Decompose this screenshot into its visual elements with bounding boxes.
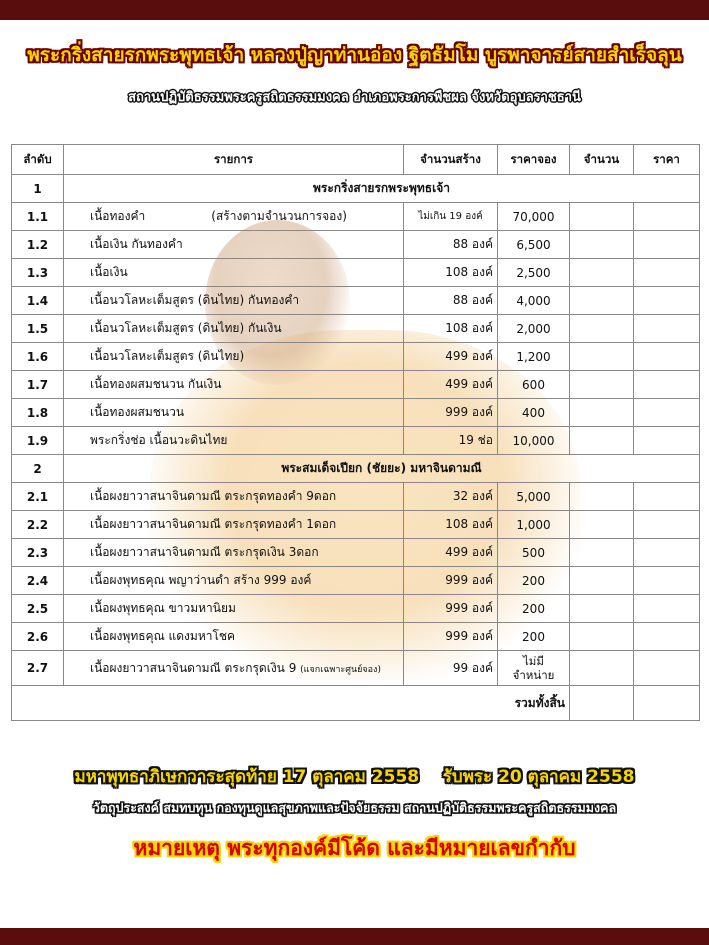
row-quantity: 499 องค์ (404, 343, 498, 371)
row-price: 70,000 (498, 203, 570, 231)
row-number: 1.3 (12, 259, 64, 287)
table-row (12, 371, 700, 399)
order-qty-cell[interactable] (570, 539, 634, 567)
order-qty-cell[interactable] (570, 567, 634, 595)
receive-date-text: รับพระ 20 ตุลาคม 2558 (442, 767, 635, 787)
row-item-name: เนื้อผงยาวาสนาจินดามณี ตระกรุดเงิน 9 (90, 660, 297, 675)
table-row (12, 567, 700, 595)
order-price-cell[interactable] (634, 623, 700, 651)
row-price: 200 (498, 567, 570, 595)
row-number: 2.2 (12, 511, 64, 539)
row-quantity: 19 ช่อ (404, 427, 498, 455)
row-price: 1,000 (498, 511, 570, 539)
row-price: 5,000 (498, 483, 570, 511)
row-item: เนื้อเงิน กันทองคำ (64, 231, 404, 259)
row-number: 1.8 (12, 399, 64, 427)
order-price-cell[interactable] (634, 595, 700, 623)
row-item (64, 651, 404, 686)
row-price: 6,500 (498, 231, 570, 259)
table-row (12, 203, 700, 231)
col-header-price: ราคา (634, 145, 700, 175)
order-qty-cell[interactable] (570, 399, 634, 427)
row-price: 200 (498, 595, 570, 623)
table-row (12, 539, 700, 567)
row-item: พระกริ่งช่อ เนื้อนวะดินไทย (64, 427, 404, 455)
table-row (12, 315, 700, 343)
col-header-number: ลำดับ (12, 145, 64, 175)
row-item-note: (สร้างตามจำนวนการจอง) (211, 209, 347, 223)
order-price-cell[interactable] (634, 259, 700, 287)
row-price: 200 (498, 623, 570, 651)
row-number: 1.2 (12, 231, 64, 259)
order-qty-cell[interactable] (570, 483, 634, 511)
order-qty-cell[interactable] (570, 511, 634, 539)
remark-text: หมายเหตุ พระทุกองค์มีโค้ด และมีหมายเลขกำกับ (133, 836, 576, 860)
row-number: 1.5 (12, 315, 64, 343)
order-price-cell[interactable] (634, 231, 700, 259)
page-subtitle: สถานปฏิบัติธรรมพระครูสถิตธรรมมงคล อำเภอพระการพืชผล จังหวัดอุบลราชธานี (128, 90, 581, 105)
order-price-cell[interactable] (634, 371, 700, 399)
row-item: เนื้อผงพุทธคุณ แดงมหาโชค (64, 623, 404, 651)
table-row (12, 259, 700, 287)
order-price-cell[interactable] (634, 287, 700, 315)
order-price-cell[interactable] (634, 399, 700, 427)
row-number: 1.7 (12, 371, 64, 399)
table-row (12, 595, 700, 623)
section-row (12, 455, 700, 483)
section-row (12, 175, 700, 203)
row-number: 2.1 (12, 483, 64, 511)
row-number: 2.5 (12, 595, 64, 623)
total-row (12, 686, 700, 721)
bottom-border-bar (0, 928, 709, 945)
row-quantity: 88 องค์ (404, 231, 498, 259)
row-price: 10,000 (498, 427, 570, 455)
table-row (12, 399, 700, 427)
section-number: 1 (12, 175, 64, 203)
row-item: เนื้อผงพุทธคุณ พญาว่านดำ สร้าง 999 องค์ (64, 567, 404, 595)
row-item: เนื้อผงยาวาสนาจินดามณี ตระกรุดทองคำ 1ดอก (64, 511, 404, 539)
table-row (12, 483, 700, 511)
order-price-cell[interactable] (634, 427, 700, 455)
order-qty-cell[interactable] (570, 595, 634, 623)
page-title: พระกริ่งสายรกพระพุทธเจ้า หลวงปู่ญาท่านอ่อง ฐิตธัมโม บูรพาจารย์สายสำเร็จลุน (27, 44, 682, 66)
order-qty-cell[interactable] (570, 315, 634, 343)
row-quantity: 999 องค์ (404, 623, 498, 651)
row-quantity: 99 องค์ (404, 651, 498, 686)
purpose-text: วัตถุประสงค์ สมทบทุน กองทุนดูแลสุขภาพและปัจจัยธรรม สถานปฏิบัติธรรมพระครูสถิตธรรมมงคล (92, 800, 617, 815)
row-item-note: (แจกเฉพาะศูนย์จอง) (300, 664, 381, 675)
order-qty-cell[interactable] (570, 343, 634, 371)
row-quantity: 999 องค์ (404, 567, 498, 595)
order-price-cell[interactable] (634, 203, 700, 231)
ceremony-dates (0, 763, 709, 790)
row-item-name: เนื้อทองคำ (90, 209, 146, 223)
price-table (11, 144, 700, 721)
row-number: 2.3 (12, 539, 64, 567)
row-quantity: 108 องค์ (404, 511, 498, 539)
order-price-cell[interactable] (634, 483, 700, 511)
row-item: เนื้อผงยาวาสนาจินดามณี ตระกรุดทองคำ 9ดอก (64, 483, 404, 511)
row-price: 4,000 (498, 287, 570, 315)
row-quantity: 999 องค์ (404, 399, 498, 427)
row-price: 500 (498, 539, 570, 567)
row-item: เนื้อเงิน (64, 259, 404, 287)
row-item (64, 203, 404, 231)
table-header-row (12, 145, 700, 175)
order-price-cell[interactable] (634, 315, 700, 343)
table-row (12, 343, 700, 371)
row-quantity: 108 องค์ (404, 259, 498, 287)
order-price-cell[interactable] (634, 511, 700, 539)
row-item: เนื้อทองผสมชนวน (64, 399, 404, 427)
section-number: 2 (12, 455, 64, 483)
col-header-order-qty: จำนวน (570, 145, 634, 175)
row-number: 2.6 (12, 623, 64, 651)
order-qty-cell[interactable] (570, 651, 634, 686)
row-price: 400 (498, 399, 570, 427)
row-quantity: 499 องค์ (404, 539, 498, 567)
table-row (12, 231, 700, 259)
order-qty-cell[interactable] (570, 427, 634, 455)
row-quantity: 88 องค์ (404, 287, 498, 315)
order-qty-cell[interactable] (570, 371, 634, 399)
order-qty-cell[interactable] (570, 623, 634, 651)
order-price-cell[interactable] (634, 651, 700, 686)
total-label: รวมทั้งสิ้น (12, 686, 570, 721)
section-title: พระสมเด็จเปียก (ชัยยะ) มหาจินดามณี (64, 455, 700, 483)
table-row (12, 287, 700, 315)
top-border-bar (0, 0, 709, 20)
row-quantity: 108 องค์ (404, 315, 498, 343)
row-number: 1.9 (12, 427, 64, 455)
section-title: พระกริ่งสายรกพระพุทธเจ้า (64, 175, 700, 203)
row-price: 1,200 (498, 343, 570, 371)
row-number: 1.4 (12, 287, 64, 315)
total-qty-cell[interactable] (570, 686, 634, 721)
order-price-cell[interactable] (634, 343, 700, 371)
table-row (12, 623, 700, 651)
order-qty-cell[interactable] (570, 259, 634, 287)
row-price: 600 (498, 371, 570, 399)
col-header-quantity-made: จำนวนสร้าง (404, 145, 498, 175)
row-quantity: 32 องค์ (404, 483, 498, 511)
row-number: 1.1 (12, 203, 64, 231)
row-price: 2,500 (498, 259, 570, 287)
row-quantity: 999 องค์ (404, 595, 498, 623)
row-item: เนื้อทองผสมชนวน กันเงิน (64, 371, 404, 399)
order-price-cell[interactable] (634, 539, 700, 567)
order-qty-cell[interactable] (570, 203, 634, 231)
row-price: 2,000 (498, 315, 570, 343)
row-item: เนื้อนวโลหะเต็มสูตร (ดินไทย) (64, 343, 404, 371)
table-row (12, 651, 700, 686)
row-number: 2.7 (12, 651, 64, 686)
row-number: 1.6 (12, 343, 64, 371)
order-qty-cell[interactable] (570, 231, 634, 259)
col-header-item: รายการ (64, 145, 404, 175)
total-price-cell[interactable] (634, 686, 700, 721)
order-qty-cell[interactable] (570, 287, 634, 315)
row-quantity: 499 องค์ (404, 371, 498, 399)
row-item: เนื้อผงพุทธคุณ ขาวมหานิยม (64, 595, 404, 623)
table-row (12, 427, 700, 455)
row-item: เนื้อนวโลหะเต็มสูตร (ดินไทย) กันเงิน (64, 315, 404, 343)
ceremony-date-text: มหาพุทธาภิเษกวาระสุดท้าย 17 ตุลาคม 2558 (74, 767, 420, 787)
table-row (12, 511, 700, 539)
col-header-reserve-price: ราคาจอง (498, 145, 570, 175)
row-number: 2.4 (12, 567, 64, 595)
row-item: เนื้อนวโลหะเต็มสูตร (ดินไทย) กันทองคำ (64, 287, 404, 315)
row-item: เนื้อผงยาวาสนาจินดามณี ตระกรุดเงิน 3ดอก (64, 539, 404, 567)
row-quantity: ไม่เกิน 19 องค์ (404, 203, 498, 231)
row-price: ไม่มี จำหน่าย (498, 651, 570, 686)
order-price-cell[interactable] (634, 567, 700, 595)
